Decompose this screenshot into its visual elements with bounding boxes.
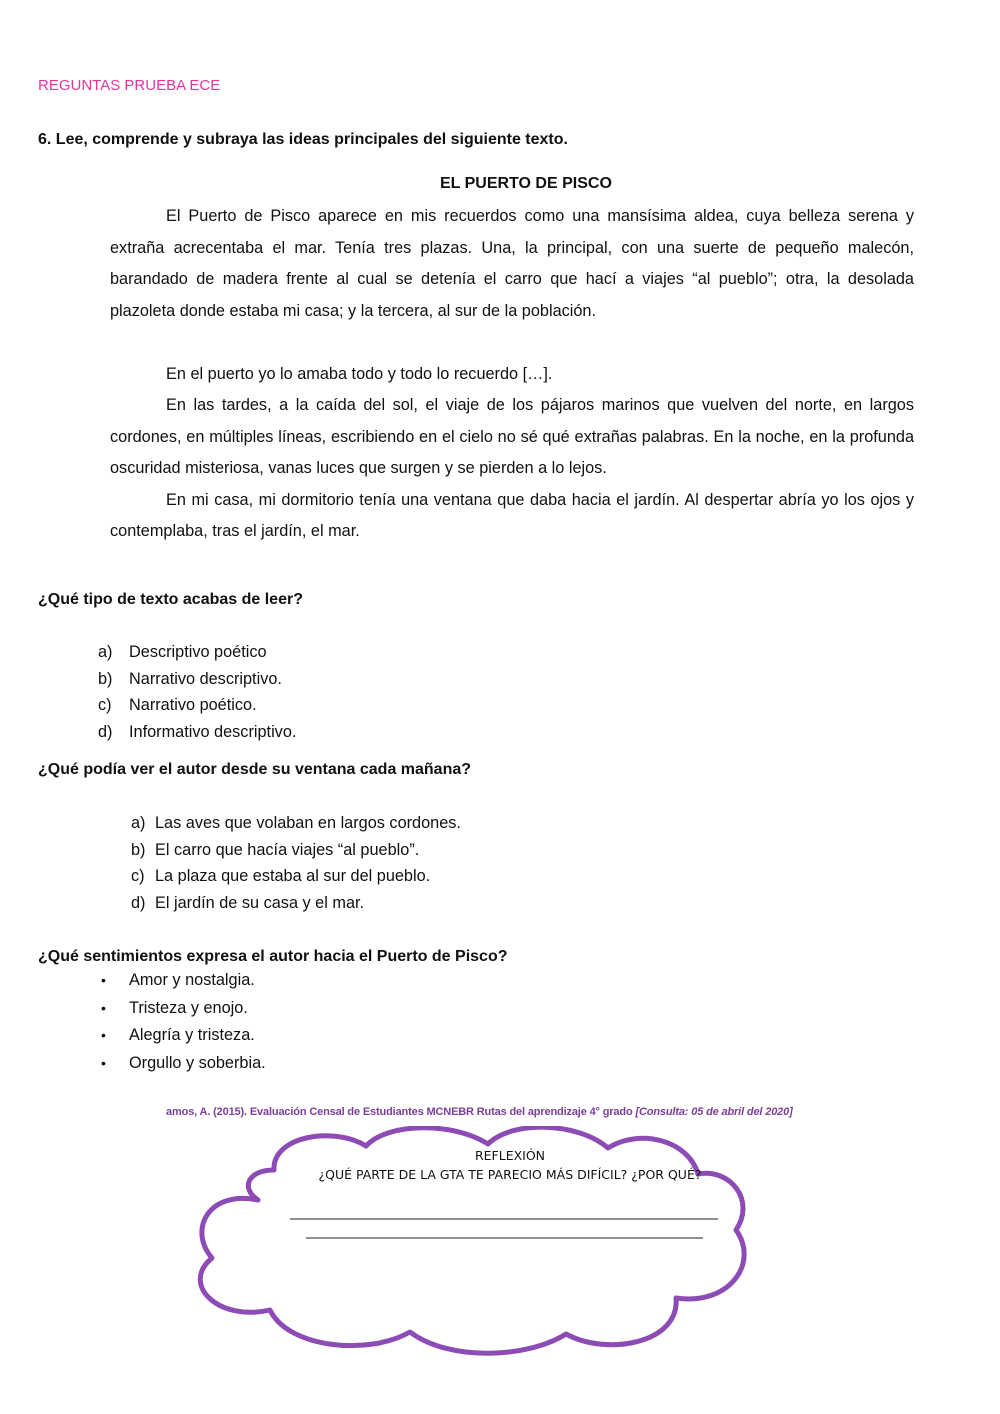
question-3-options xyxy=(101,967,601,1076)
question-1-options xyxy=(98,639,598,745)
question-3-title: ¿Qué sentimientos expresa el autor hacia el Puerto de Pisco? xyxy=(38,948,508,965)
instruction: 6. Lee, comprende y subraya las ideas principales del siguiente texto. xyxy=(38,131,568,148)
bullet-icon: • xyxy=(101,1027,106,1043)
option-text: Informativo descriptivo. xyxy=(129,722,297,741)
option-letter: b) xyxy=(131,840,146,859)
paragraph-4: En mi casa, mi dormitorio tenía una ventana que daba hacia el jardín. Al despertar abría yo los ojos y contemplaba, tras el jardín, el mar. xyxy=(110,490,914,540)
option-letter: a) xyxy=(131,814,146,832)
reading-title: EL PUERTO DE PISCO xyxy=(440,175,612,192)
question-1-title: ¿Qué tipo de texto acabas de leer? xyxy=(38,591,303,608)
option-text: Tristeza y enojo. xyxy=(129,998,248,1017)
option[interactable] xyxy=(131,837,631,864)
option[interactable] xyxy=(101,1022,601,1049)
question-2-options xyxy=(131,810,631,916)
option-letter: a) xyxy=(98,643,113,661)
option-text: Narrativo descriptivo. xyxy=(129,669,282,688)
header-label: REGUNTAS PRUEBA ECE xyxy=(38,77,221,94)
option-text: Amor y nostalgia. xyxy=(129,971,255,989)
option[interactable] xyxy=(101,995,601,1022)
option[interactable] xyxy=(131,863,631,890)
option[interactable] xyxy=(98,666,598,693)
option-text: Narrativo poético. xyxy=(129,696,257,714)
option-text: Descriptivo poético xyxy=(129,643,267,661)
option-text: El jardín de su casa y el mar. xyxy=(155,893,365,912)
paragraph-2: En el puerto yo lo amaba todo y todo lo recuerdo […]. xyxy=(166,364,553,383)
option-letter: b) xyxy=(98,669,113,688)
option-letter: c) xyxy=(131,867,145,885)
option[interactable] xyxy=(101,967,601,994)
reflection-question: ¿QUÉ PARTE DE LA GTA TE PARECIO MÁS DIFÍCIL? ¿POR QUÉ? xyxy=(318,1167,702,1182)
option-text: La plaza que estaba al sur del pueblo. xyxy=(155,867,431,885)
option[interactable] xyxy=(98,639,598,666)
paragraph-1: El Puerto de Pisco aparece en mis recuerdos como una mansísima aldea, cuya belleza serena y extraña acrecentaba el mar. Tenía tres plazas. Una, la principal, con una suerte de pequeño malecón, barandado de madera frente al cual se detenía el carro que hací a viajes “al pueblo”; otra, la desolada plazoleta donde estaba mi casa; y la tercera, al sur de la población. xyxy=(110,207,914,320)
option-letter: d) xyxy=(98,722,113,741)
option-text: Alegría y tristeza. xyxy=(129,1026,255,1044)
option[interactable] xyxy=(101,1050,601,1077)
option[interactable] xyxy=(98,719,598,746)
citation xyxy=(166,1106,793,1118)
option-text: Las aves que volaban en largos cordones. xyxy=(155,814,461,832)
option[interactable] xyxy=(131,890,631,917)
bullet-icon: • xyxy=(101,972,106,988)
option[interactable] xyxy=(98,692,598,719)
paragraph-3: En las tardes, a la caída del sol, el viaje de los pájaros marinos que vuelven del norte, en largos cordones, en múltiples líneas, escribiendo en el cielo no sé qué extrañas palabras. En la noche, en la profunda oscuridad misteriosa, vanas luces que surgen y se pierden a lo lejos. xyxy=(110,396,914,477)
option-letter: c) xyxy=(98,696,112,714)
question-2-title: ¿Qué podía ver el autor desde su ventana cada mañana? xyxy=(38,761,472,778)
citation-text: amos, A. (2015). Evaluación Censal de Estudiantes MCNEBR Rutas del aprendizaje 4° grado xyxy=(166,1106,636,1118)
option-letter: d) xyxy=(131,893,146,912)
reading-body xyxy=(110,201,914,548)
option[interactable] xyxy=(131,810,631,837)
option-text: Orgullo y soberbia. xyxy=(129,1053,266,1072)
bullet-icon: • xyxy=(101,1054,106,1071)
citation-date: [Consulta: 05 de abril del 2020] xyxy=(635,1106,793,1118)
reflection-title: REFLEXIÓN xyxy=(474,1148,546,1163)
bullet-icon: • xyxy=(101,999,106,1016)
option-text: El carro que hacía viajes “al pueblo”. xyxy=(155,840,420,859)
